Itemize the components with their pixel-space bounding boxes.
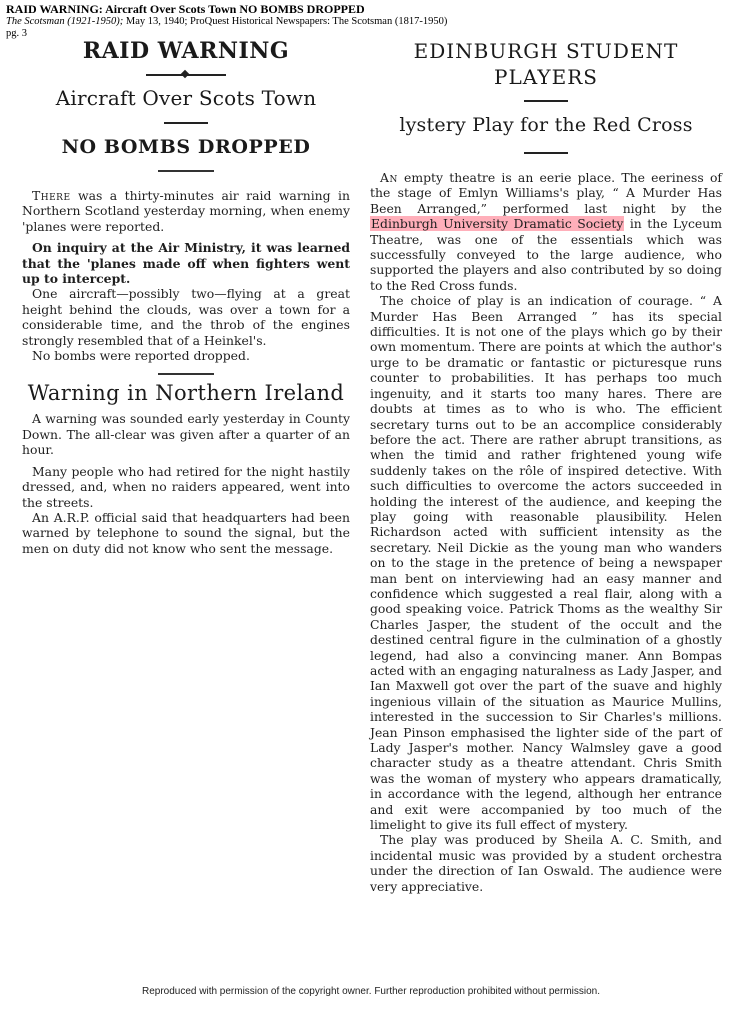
divider: [524, 100, 568, 102]
document-source: [6, 16, 736, 28]
divider: [524, 152, 568, 154]
page-number: pg. 3: [6, 28, 27, 39]
article-paragraph: One aircraft—possibly two—flying at a great height behind the clouds, was over a town for a considerable time, and the throb of the engines strongly resembled that of a Heinkel's.: [22, 286, 350, 348]
student-players-headline: EDINBURGH STUDENT PLAYERS: [413, 39, 679, 89]
highlighted-text: Edinburgh University Dramatic Society: [371, 216, 624, 232]
paragraph-text: empty theatre is an eerie place. The eeriness of the stage of Emlyn Williams's play, “ A Murder Has Been Arranged,” performed last night by the: [370, 170, 722, 216]
article-paragraph: Many people who had retired for the night hastily dressed, and, when no raiders appeared, went into the streets.: [22, 463, 350, 510]
paragraph-lead: An: [380, 170, 398, 185]
article-paragraph: An A.R.P. official said that headquarters had been warned by telephone to sound the signal, but the men on duty did not know who sent the message.: [22, 509, 350, 556]
article-paragraph: The play was produced by Sheila A. C. Smith, and incidental music was provided by a student orchestra under the direction of Ian Oswald. The audience were very appreciative.: [370, 832, 722, 894]
raid-deck: NO BOMBS DROPPED: [61, 136, 311, 158]
raid-subheadline: Aircraft Over Scots Town: [55, 86, 317, 110]
article-paragraph: A warning was sounded early yesterday in County Down. The all-clear was given after a quarter of an hour.: [22, 411, 350, 458]
raid-warning-headline: RAID WARNING: [82, 38, 290, 64]
right-column-article: [370, 30, 722, 894]
article-paragraph: [370, 170, 722, 293]
article-paragraph: No bombs were reported dropped.: [32, 348, 250, 364]
article-paragraph: On inquiry at the Air Ministry, it was learned that the 'planes made off when fighters went up to intercept.: [22, 240, 350, 287]
student-players-subheadline: lystery Play for the Red Cross: [399, 114, 693, 136]
left-column-article: [22, 30, 350, 556]
publication-name: The Scotsman (1921-1950);: [6, 16, 124, 27]
divider: [158, 373, 214, 375]
article-paragraph: The choice of play is an indication of courage. “ A Murder Has Been Arranged ” has its special difficulties. It is not one of the plays which go by their own momentum. There are points at which the author's urge to be dramatic or fantastic or picturesque runs counter to probabilities. It has perhaps too much ingenuity, and it starts too many hares. There are doubts at times as to who is who. The efficient secretary turns out to be an accomplice considerably before the act. There are rather abrupt transitions, as when the timid and rather frightened young wife suddenly takes on the rôle of inspired detective. With such difficulties to overcome the actors succeeded in holding the interest of the audience, and keeping the play going with reasonable plausibility. Helen Richardson acted with sufficient intensity as the secretary. Neil Dickie as the young man who wanders on to the stage in the pretence of being a newspaper man bent on interviewing had an easy manner and confidence which suggested a real flair, along with a good speaking voice. Patrick Thoms as the wealthy Sir Charles Jasper, the student of the occult and the destined central figure in the culmination of a ghostly legend, had also a convincing maner. Ann Bompas acted with an engaging naturalness as Lady Jasper, and Ian Maxwell got over the part of the suave and highly ingenious villain of the situation as Maurice Mullins, interested in the succession to Sir Charles's millions. Jean Pinson emphasised the lighter side of the part of Lady Jasper's mother. Nancy Walmsley gave a good character study as a theatre attendant. Chris Smith was the woman of mystery who appears dramatically, in accordance with the legend, although her entrance and exit were accompanied by too much of the limelight to give its full effect of mystery.: [370, 293, 722, 833]
northern-ireland-headline: Warning in Northern Ireland: [27, 381, 345, 406]
divider: [164, 122, 208, 124]
copyright-footer: Reproduced with permission of the copyright owner. Further reproduction prohibited without permission.: [141, 986, 600, 997]
divider: [158, 170, 214, 172]
ornament-divider: [146, 74, 226, 76]
paragraph-text: in the Lyceum Theatre, was one of the essentials which was successfully conveyed to the large audience, who supported the players and also contributed by so doing to the Red Cross funds.: [370, 216, 722, 293]
paragraph-lead: There: [32, 188, 71, 203]
paragraph-text: was a thirty-minutes air raid warning in Northern Scotland yesterday morning, when enemy 'planes were reported.: [22, 188, 350, 234]
document-title: RAID WARNING: Aircraft Over Scots Town NO BOMBS DROPPED: [6, 2, 365, 16]
article-paragraph: [22, 188, 350, 234]
publication-details: May 13, 1940; ProQuest Historical Newspapers: The Scotsman (1817-1950): [123, 16, 448, 27]
